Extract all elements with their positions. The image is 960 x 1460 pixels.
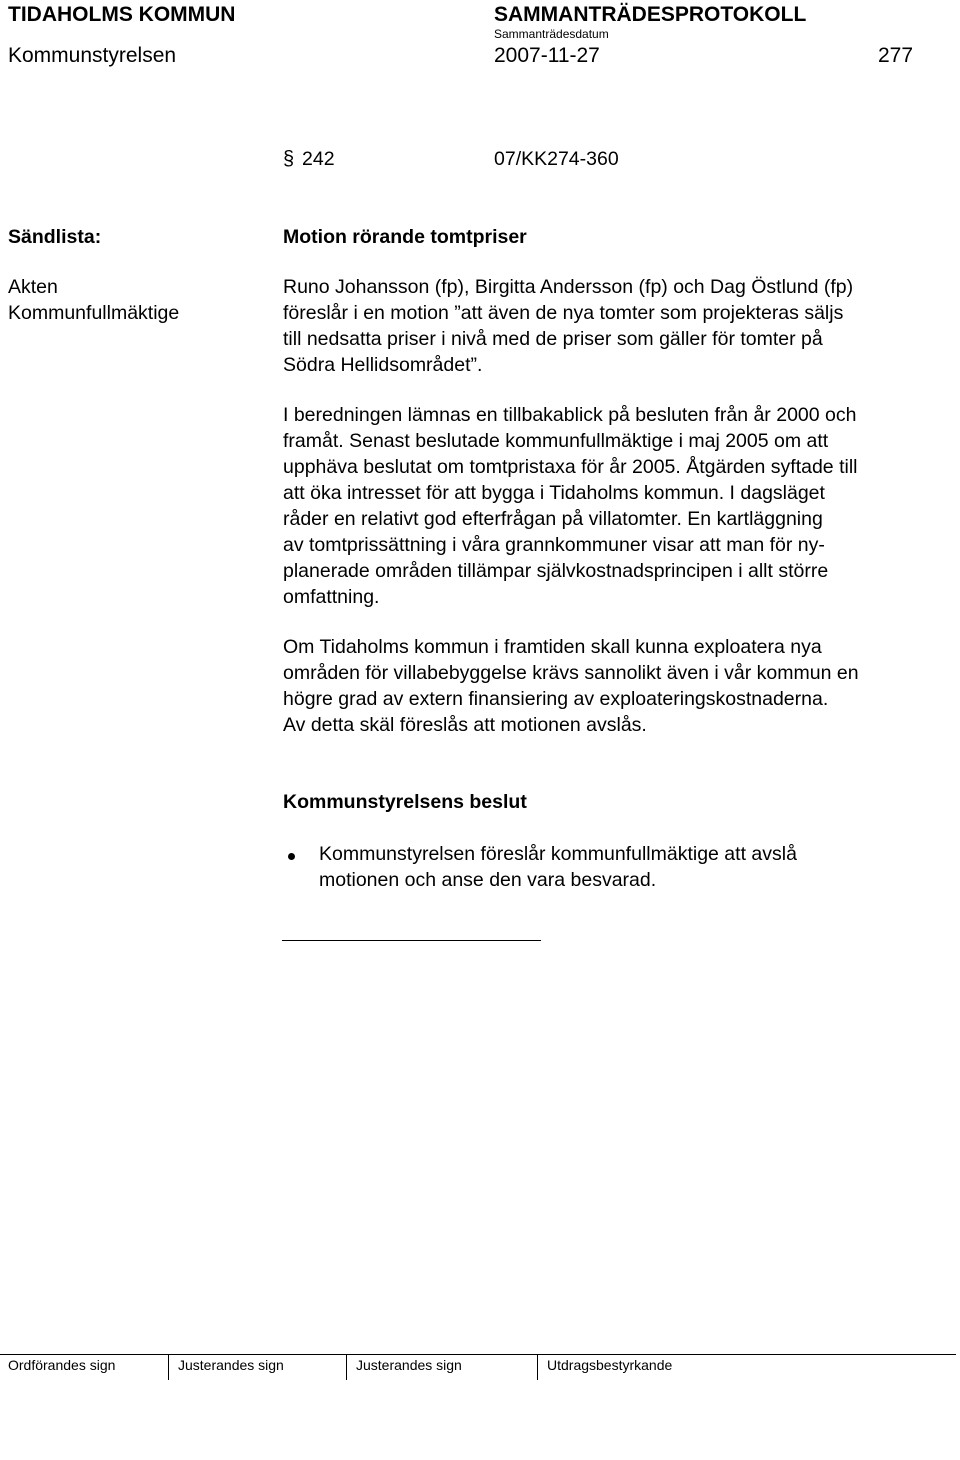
date-label: Sammanträdesdatum xyxy=(494,27,609,41)
end-of-section-rule xyxy=(282,940,541,941)
footer-signature-cell: Ordförandes sign xyxy=(8,1357,116,1373)
text-line: motionen och anse den vara besvarad. xyxy=(319,869,657,891)
text-line: I beredningen lämnas en tillbakablick på besluten från år 2000 och xyxy=(283,404,857,426)
committee-name: Kommunstyrelsen xyxy=(8,44,177,67)
text-line: att öka intresset för att bygga i Tidaholms kommun. I dagsläget xyxy=(283,482,825,504)
footer-rule xyxy=(0,1354,956,1355)
text-line: Södra Hellidsområdet”. xyxy=(283,354,483,376)
paragraph-recommendation xyxy=(283,634,943,738)
decision-bullet-item xyxy=(319,841,939,893)
text-line: Av detta skäl föreslås att motionen avslås. xyxy=(283,714,647,736)
paragraph-number: 242 xyxy=(302,148,335,170)
text-line: framåt. Senast beslutade kommunfullmäktige i maj 2005 om att xyxy=(283,430,829,452)
footer-divider xyxy=(168,1354,169,1380)
section-symbol: § xyxy=(283,148,295,170)
document-type: SAMMANTRÄDESPROTOKOLL xyxy=(494,3,807,26)
text-line: Kommunstyrelsen föreslår kommunfullmäktige att avslå xyxy=(319,843,797,865)
footer-divider xyxy=(537,1354,538,1380)
text-line: högre grad av extern finansiering av exploateringskostnaderna. xyxy=(283,688,829,710)
bullet-icon xyxy=(288,853,295,860)
text-line: upphäva beslutat om tomtpristaxa för år 2005. Åtgärden syftade till xyxy=(283,456,858,478)
page-number: 277 xyxy=(878,44,914,67)
text-line: Runo Johansson (fp), Birgitta Andersson (fp) och Dag Östlund (fp) xyxy=(283,276,854,298)
text-line: av tomtprissättning i våra grannkommuner visar att man för ny- xyxy=(283,534,825,556)
text-line: områden för villabebyggelse krävs sannolikt även i vår kommun en xyxy=(283,662,859,684)
meeting-date: 2007-11-27 xyxy=(494,44,600,67)
footer-signature-cell: Justerandes sign xyxy=(178,1357,284,1373)
text-line: föreslår i en motion ”att även de nya tomter som projekteras säljs xyxy=(283,302,844,324)
text-line: råder en relativt god efterfrågan på villatomter. En kartläggning xyxy=(283,508,823,530)
paragraph-background xyxy=(283,402,943,610)
paragraph-motion-summary xyxy=(283,274,943,378)
text-line: Om Tidaholms kommun i framtiden skall kunna exploatera nya xyxy=(283,636,822,658)
page-title: Motion rörande tomtpriser xyxy=(283,226,527,248)
organization-name: TIDAHOLMS KOMMUN xyxy=(8,3,236,26)
decision-heading: Kommunstyrelsens beslut xyxy=(283,791,527,813)
recipient-item: Akten xyxy=(8,276,58,298)
text-line: planerade områden tillämpar självkostnadsprincipen i allt större xyxy=(283,560,829,582)
text-line: omfattning. xyxy=(283,586,380,608)
case-reference: 07/KK274-360 xyxy=(494,148,619,170)
distribution-label: Sändlista: xyxy=(8,226,102,248)
text-line: till nedsatta priser i nivå med de priser som gäller för tomter på xyxy=(283,328,823,350)
footer-divider xyxy=(346,1354,347,1380)
footer-signature-cell: Justerandes sign xyxy=(356,1357,462,1373)
footer-signature-cell: Utdragsbestyrkande xyxy=(547,1357,673,1373)
recipient-item: Kommunfullmäktige xyxy=(8,302,180,324)
